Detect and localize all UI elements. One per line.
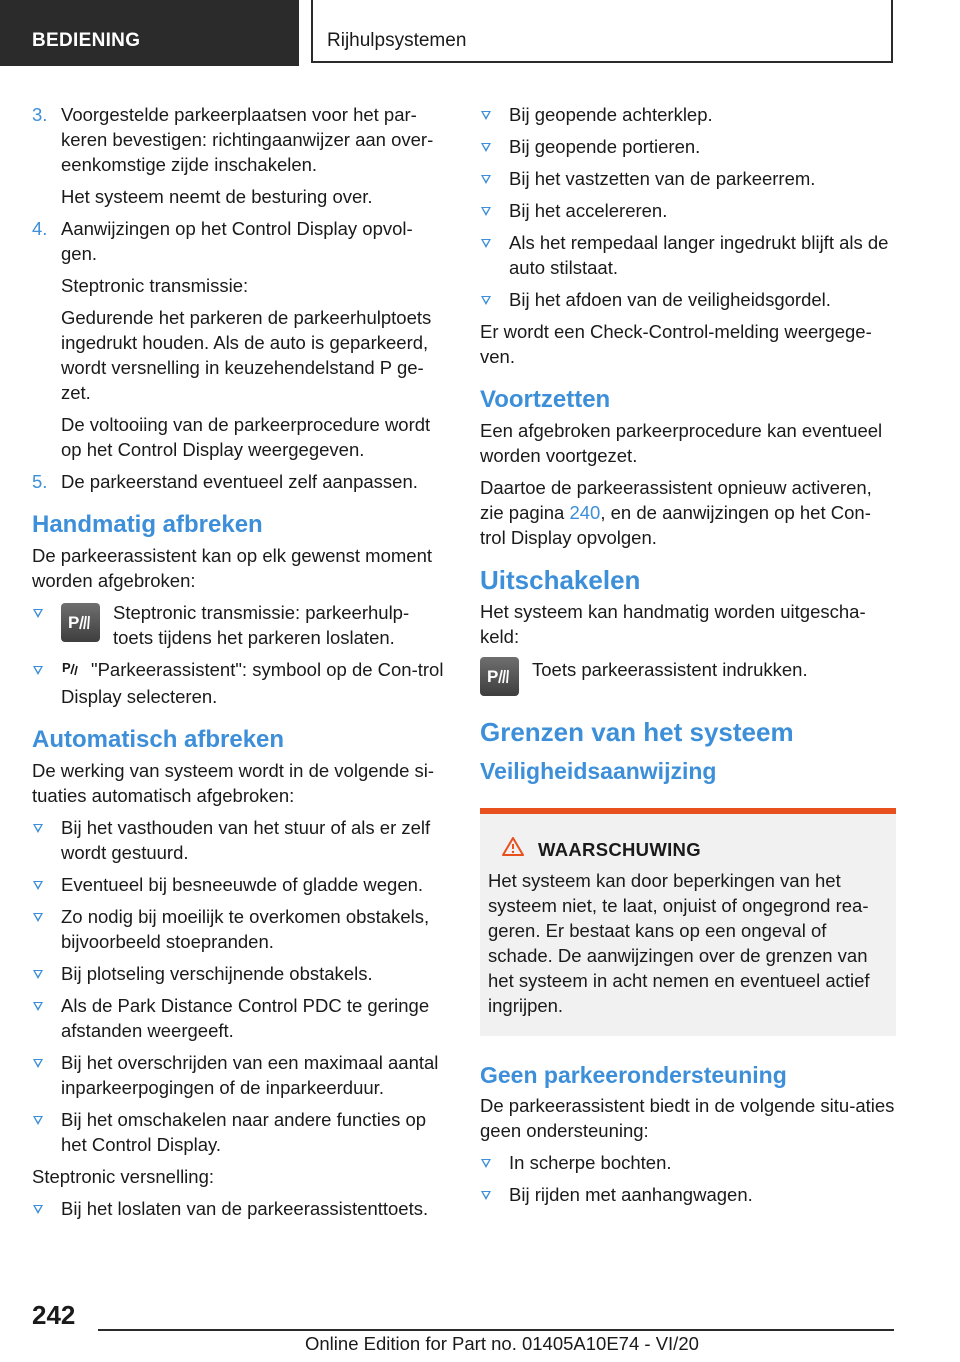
bullet-text: Eventueel bij besneeuwde of gladde wegen.: [61, 874, 424, 895]
list-item: [480, 166, 896, 191]
bullet-text: "Parkeerassistent": symbool op de Con-trol Display selecteren.: [61, 659, 444, 707]
page-number: 242: [32, 1300, 76, 1330]
parking-assistant-symbol-icon: [61, 658, 83, 684]
section-tab: [0, 0, 299, 66]
bullet-text: Zo nodig bij moeilijk te overkomen obstakels, bijvoorbeeld stoepranden.: [61, 906, 430, 952]
step-text: Gedurende het parkeren de parkeerhulptoets ingedrukt houden. Als de auto is geparkeerd, wordt versnelling in keuzehendelstand P ge-zet.: [61, 307, 432, 403]
list-item: [32, 657, 448, 709]
no-support-intro: De parkeerassistent biedt in de volgende situ-aties geen ondersteuning:: [480, 1095, 895, 1141]
footer-divider: [98, 1329, 894, 1331]
triangle-bullet-icon: [33, 1002, 43, 1011]
svg-text:P: P: [62, 660, 71, 675]
list-item: [32, 904, 448, 954]
step-number: 5.: [32, 471, 48, 492]
heading-safety-note: Veiligheidsaanwijzing: [480, 758, 717, 784]
section-title: BEDIENING: [32, 30, 141, 51]
bullet-text: Als de Park Distance Control PDC te geringe afstanden weergeeft.: [61, 995, 430, 1041]
bullet-text: Steptronic transmissie: parkeerhulp-toets tijdens het parkeren loslaten.: [113, 602, 410, 648]
triangle-bullet-icon: [33, 1205, 43, 1214]
list-item: [480, 1150, 896, 1175]
svg-text:P: P: [487, 667, 499, 686]
bullet-text: Bij plotseling verschijnende obstakels.: [61, 963, 373, 984]
bullet-text: Bij rijden met aanhangwagen.: [509, 1184, 753, 1205]
continue-text-2: [480, 475, 896, 550]
triangle-bullet-icon: [481, 111, 491, 120]
triangle-bullet-icon: [33, 913, 43, 922]
heading-no-support: Geen parkeerondersteuning: [480, 1062, 787, 1088]
triangle-bullet-icon: [481, 143, 491, 152]
steptronic-label: Steptronic versnelling:: [32, 1166, 215, 1187]
auto-bullets: [32, 815, 448, 1157]
list-item: [32, 600, 448, 650]
numbered-steps: [32, 102, 448, 494]
check-control-note: Er wordt een Check-Control-melding weergege-ven.: [480, 321, 872, 367]
triangle-bullet-icon: [481, 239, 491, 248]
switch-off-instruction: [480, 657, 896, 696]
triangle-bullet-icon: [33, 1116, 43, 1125]
page-link-240[interactable]: 240: [569, 502, 601, 523]
step-text: Aanwijzingen op het Control Display opvol-gen.: [61, 218, 413, 264]
bullet-text: Bij het overschrijden van een maximaal aantal inparkeerpogingen of de inparkeerduur.: [61, 1052, 439, 1098]
right-column: [480, 102, 896, 1214]
parking-assistant-button-icon: [61, 603, 100, 642]
step-5: [32, 469, 448, 494]
svg-text:P: P: [68, 613, 80, 632]
warning-triangle-icon: [502, 836, 524, 862]
triangle-bullet-icon: [33, 609, 43, 618]
triangle-bullet-icon: [33, 824, 43, 833]
triangle-bullet-icon: [33, 881, 43, 890]
list-item: [32, 1050, 448, 1100]
triangle-bullet-icon: [481, 1159, 491, 1168]
bullet-text: Bij het vasthouden van het stuur of als er zelf wordt gestuurd.: [61, 817, 431, 863]
switch-off-intro: Het systeem kan handmatig worden uitgescha-keld:: [480, 601, 866, 647]
warning-text: Het systeem kan door beperkingen van het systeem niet, te laat, onjuist of ongegrond rea-geren. Er bestaat kans op een ongeval of schade. De aanwijzingen over de grenzen van het systeem in acht nemen en eventueel actief ingrijpen.: [488, 870, 870, 1016]
page-header: [0, 0, 960, 66]
triangle-bullet-icon: [481, 296, 491, 305]
heading-switch-off: Uitschakelen: [480, 565, 641, 595]
manual-bullets: [32, 600, 448, 709]
chapter-tab: [311, 0, 893, 63]
heading-manual-abort: Handmatig afbreken: [32, 511, 263, 538]
auto-intro: De werking van systeem wordt in de volgende si-tuaties automatisch afgebroken:: [32, 760, 435, 806]
list-item: [480, 1182, 896, 1207]
list-item: [480, 102, 896, 127]
steptronic-bullets: [32, 1196, 448, 1221]
triangle-bullet-icon: [33, 1059, 43, 1068]
list-item: [32, 815, 448, 865]
triangle-bullet-icon: [33, 666, 43, 675]
step-number: 3.: [32, 104, 48, 125]
triangle-bullet-icon: [481, 175, 491, 184]
manual-intro: De parkeerassistent kan op elk gewenst moment worden afgebroken:: [32, 545, 433, 591]
continue-text-part: , en de aanwijzingen op het Con-trol Display opvolgen.: [480, 502, 871, 548]
bullet-text: Bij geopende achterklep.: [509, 104, 713, 125]
list-item: [480, 198, 896, 223]
switch-off-text: Toets parkeerassistent indrukken.: [532, 659, 808, 680]
parking-assistant-button-icon: [480, 657, 519, 696]
no-support-bullets: [480, 1150, 896, 1207]
step-text: De parkeerstand eventueel zelf aanpassen.: [61, 471, 418, 492]
bullet-text: Bij het omschakelen naar andere functies op het Control Display.: [61, 1109, 427, 1155]
edition-info: Online Edition for Part no. 01405A10E74 - VI/20: [305, 1333, 699, 1354]
step-number: 4.: [32, 218, 48, 239]
bullet-text: Bij het accelereren.: [509, 200, 668, 221]
step-text: Steptronic transmissie:: [61, 275, 249, 296]
chapter-title: Rijhulpsystemen: [327, 30, 467, 51]
list-item: [480, 230, 896, 280]
step-4: [32, 216, 448, 462]
abort-bullets-continued: [480, 102, 896, 312]
bullet-text: Als het rempedaal langer ingedrukt blijft als de auto stilstaat.: [509, 232, 889, 278]
list-item: [32, 872, 448, 897]
step-text: Voorgestelde parkeerplaatsen voor het par-keren bevestigen: richtingaanwijzer aan over-eenkomstige zijde inschakelen.: [61, 104, 434, 175]
heading-system-limits: Grenzen van het systeem: [480, 717, 794, 747]
bullet-text: Bij het afdoen van de veiligheidsgordel.: [509, 289, 831, 310]
list-item: [32, 993, 448, 1043]
triangle-bullet-icon: [481, 207, 491, 216]
warning-box: [480, 808, 896, 1036]
step-text: De voltooiing van de parkeerprocedure wordt op het Control Display weergegeven.: [61, 414, 431, 460]
list-item: [480, 134, 896, 159]
list-item: [32, 1107, 448, 1157]
step-text: Het systeem neemt de besturing over.: [61, 186, 373, 207]
list-item: [32, 1196, 448, 1221]
heading-continue: Voortzetten: [480, 386, 611, 413]
bullet-text: Bij geopende portieren.: [509, 136, 701, 157]
bullet-text: Bij het loslaten van de parkeerassistenttoets.: [61, 1198, 429, 1219]
list-item: [32, 961, 448, 986]
continue-text-part: Daartoe de parkeerassistent opnieuw activeren, zie pagina: [480, 477, 872, 523]
bullet-text: Bij het vastzetten van de parkeerrem.: [509, 168, 816, 189]
list-item: [480, 287, 896, 312]
warning-title: WAARSCHUWING: [538, 838, 701, 860]
left-column: [32, 102, 448, 1228]
step-3: [32, 102, 448, 209]
triangle-bullet-icon: [481, 1191, 491, 1200]
bullet-text: In scherpe bochten.: [509, 1152, 672, 1173]
triangle-bullet-icon: [33, 970, 43, 979]
heading-auto-abort: Automatisch afbreken: [32, 726, 285, 753]
continue-text-1: Een afgebroken parkeerprocedure kan eventueel worden voortgezet.: [480, 420, 883, 466]
warning-title-row: [502, 836, 888, 862]
